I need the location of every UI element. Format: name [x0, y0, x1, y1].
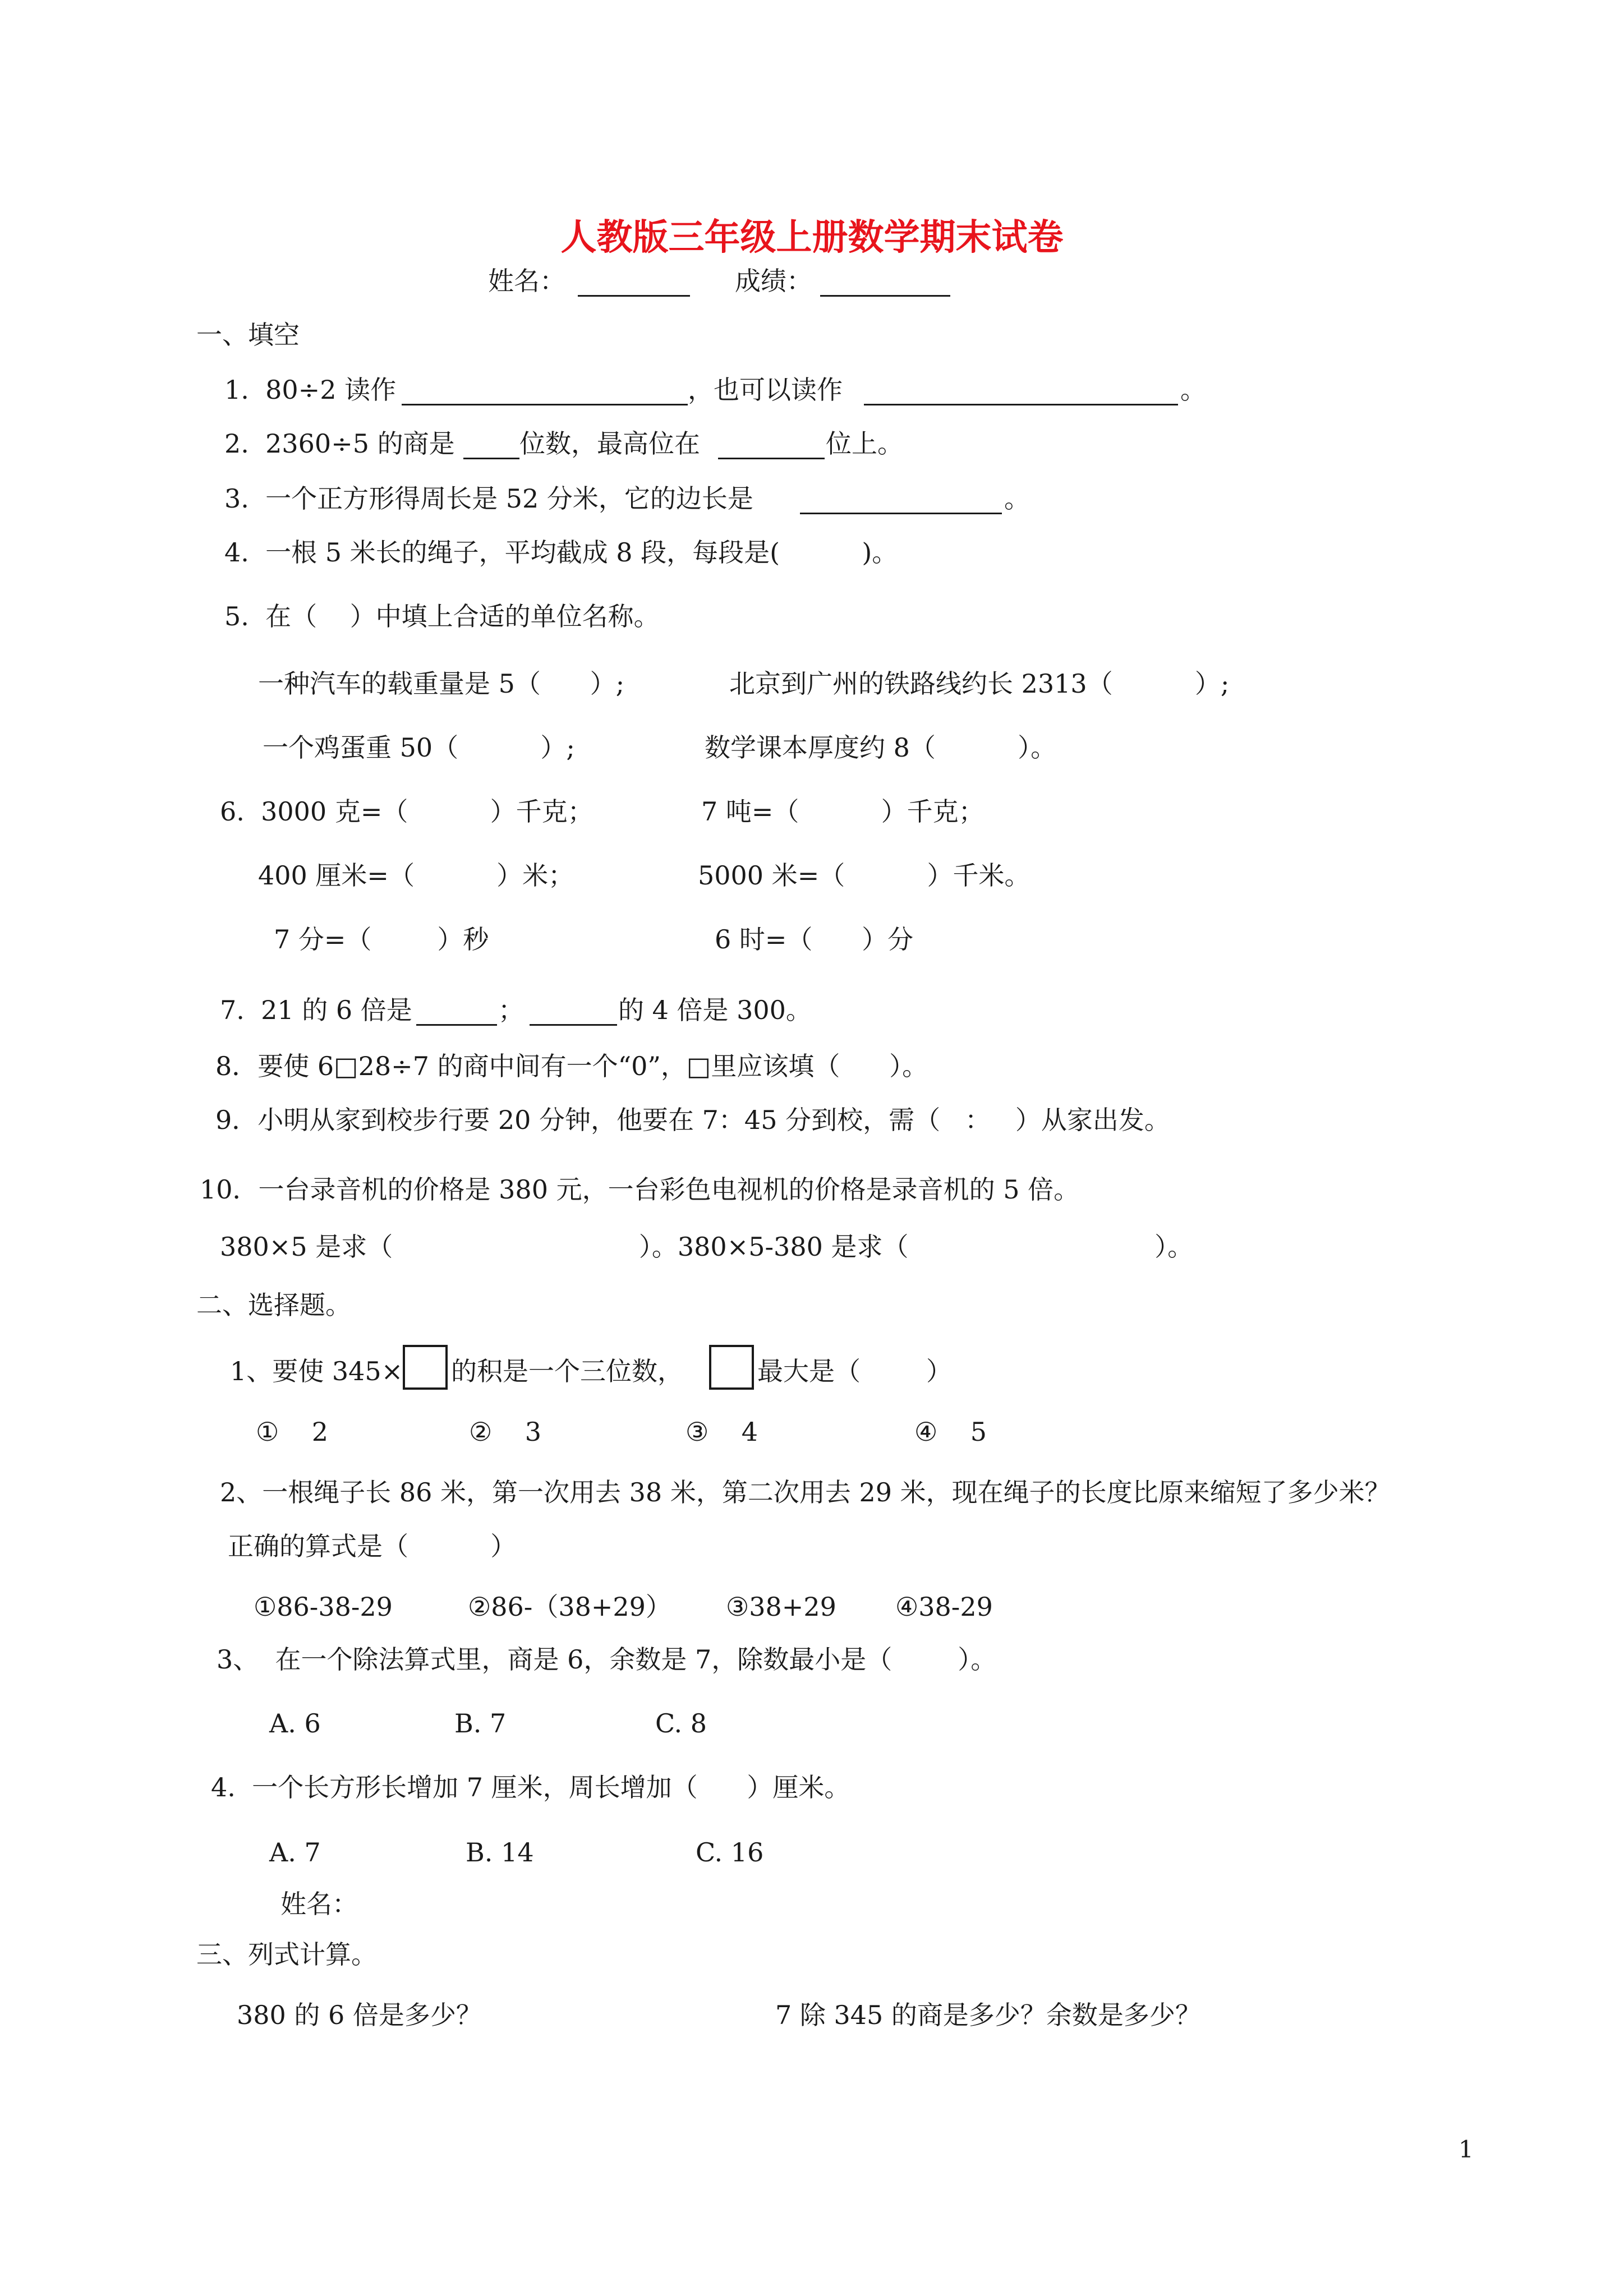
s2-q1-text-a: 1、要使 345× [230, 1356, 403, 1386]
s2-q4-text: 4. 一个长方形长增加 7 厘米，周长增加（ ）厘米。 [211, 1772, 850, 1802]
q3-text-b: 。 [1004, 483, 1030, 514]
q5-line2-a: 一个鸡蛋重 50（ ）; [263, 732, 575, 763]
s2-q3-option-c[interactable]: C. 8 [655, 1708, 707, 1739]
section1-heading: 一、填空 [196, 320, 300, 350]
section2-heading: 二、选择题。 [196, 1290, 351, 1320]
q5-line2-b: 数学课本厚度约 8（ ）。 [705, 732, 1057, 763]
s2-q2-option-3[interactable]: ③38+29 [726, 1592, 836, 1622]
q5-line1-b: 北京到广州的铁路线约长 2313（ ）; [729, 668, 1230, 699]
q7-blank-2[interactable] [530, 1024, 617, 1026]
s2-q1-text-b: 的积是一个三位数， [451, 1356, 683, 1386]
page-title: 人教版三年级上册数学期末试卷 [560, 216, 1064, 259]
s2-q3-text: 3、 在一个除法算式里，商是 6，余数是 7，除数最小是（ ）。 [217, 1644, 997, 1675]
s2-q3-option-b[interactable]: B. 7 [454, 1708, 507, 1739]
q2-text-c: 位上。 [826, 428, 903, 459]
q4-text: 4. 一根 5 米长的绳子，平均截成 8 段，每段是( )。 [224, 537, 898, 568]
s2-q3-option-a[interactable]: A. 6 [269, 1708, 321, 1739]
q1-text-b: ，也可以读作 [688, 375, 843, 405]
s2-q1-box-2[interactable] [709, 1345, 754, 1390]
q5-text: 5. 在（ ）中填上合适的单位名称。 [224, 601, 660, 631]
q6-line2-b: 5000 米=（ ）千米。 [698, 860, 1030, 891]
q2-blank-1[interactable] [463, 458, 519, 459]
q1-blank-1[interactable] [402, 404, 688, 405]
s2-q1-box-1[interactable] [403, 1345, 448, 1390]
page-number: 1 [1459, 2136, 1474, 2163]
s2-q2-option-4[interactable]: ④38-29 [895, 1592, 993, 1622]
q10-text-b: 380×5 是求（ ）。380×5-380 是求（ ）。 [220, 1232, 1194, 1262]
q2-blank-2[interactable] [718, 458, 825, 459]
q2-text-b: 位数，最高位在 [519, 428, 700, 459]
q3-blank[interactable] [800, 513, 1002, 514]
q8-text: 8．要使 6□28÷7 的商中间有一个“0”，□里应该填（ ）。 [215, 1051, 928, 1081]
q6-line3-a: 7 分=（ ）秒 [274, 924, 489, 955]
q1-text-c: 。 [1180, 375, 1206, 405]
s2-q4-option-b[interactable]: B. 14 [466, 1837, 534, 1868]
s2-q1-option-3[interactable]: ③ 4 [686, 1417, 758, 1447]
s2-q1-option-2[interactable]: ② 3 [469, 1417, 541, 1447]
s2-name-label: 姓名： [280, 1889, 358, 1919]
q6-line2-a: 400 厘米=（ ）米； [258, 860, 574, 891]
q7-text-b: ； [498, 995, 524, 1025]
q2-text-a: 2. 2360÷5 的商是 [224, 428, 455, 459]
s2-q4-option-a[interactable]: A. 7 [269, 1837, 321, 1868]
q6-line3-b: 6 时=（ ）分 [715, 924, 914, 955]
section3-heading: 三、列式计算。 [196, 1939, 377, 1970]
s2-q2-text-b: 正确的算式是（ ） [228, 1531, 517, 1561]
name-label: 姓名： [488, 266, 565, 296]
q6-line1-b: 7 吨=（ ）千克； [701, 796, 984, 827]
score-blank[interactable] [820, 295, 950, 297]
score-label: 成绩： [735, 266, 812, 296]
s2-q1-text-c: 最大是（ ） [757, 1356, 952, 1386]
s3-q1-text: 380 的 6 倍是多少？ [237, 2000, 482, 2030]
s2-q2-option-2[interactable]: ②86-（38+29） [468, 1592, 671, 1622]
s2-q1-option-1[interactable]: ① 2 [256, 1417, 328, 1447]
q5-line1-a: 一种汽车的载重量是 5（ ）; [258, 668, 625, 699]
s2-q2-option-1[interactable]: ①86-38-29 [254, 1592, 393, 1622]
q6-line1-a: 6. 3000 克=（ ）千克； [220, 796, 594, 827]
s2-q4-option-c[interactable]: C. 16 [696, 1837, 764, 1868]
q7-blank-1[interactable] [416, 1024, 497, 1026]
s2-q2-text: 2、一根绳子长 86 米，第一次用去 38 米，第二次用去 29 米，现在绳子的长度比原来缩短了多少米？ [220, 1477, 1391, 1507]
name-blank[interactable] [578, 295, 690, 297]
q3-text-a: 3. 一个正方形得周长是 52 分米，它的边长是 [224, 483, 753, 514]
q7-text-c: 的 4 倍是 300。 [618, 995, 812, 1025]
s3-q2-text: 7 除 345 的商是多少？余数是多少？ [775, 2000, 1201, 2030]
q7-text-a: 7. 21 的 6 倍是 [220, 995, 412, 1025]
s2-q1-option-4[interactable]: ④ 5 [914, 1417, 987, 1447]
q1-blank-2[interactable] [864, 404, 1178, 405]
q1-text-a: 1. 80÷2 读作 [224, 375, 397, 405]
q9-text: 9．小明从家到校步行要 20 分钟，他要在 7：45 分到校，需（ ： ）从家出发。 [215, 1105, 1170, 1135]
q10-text: 10．一台录音机的价格是 380 元，一台彩色电视机的价格是录音机的 5 倍。 [200, 1174, 1080, 1205]
